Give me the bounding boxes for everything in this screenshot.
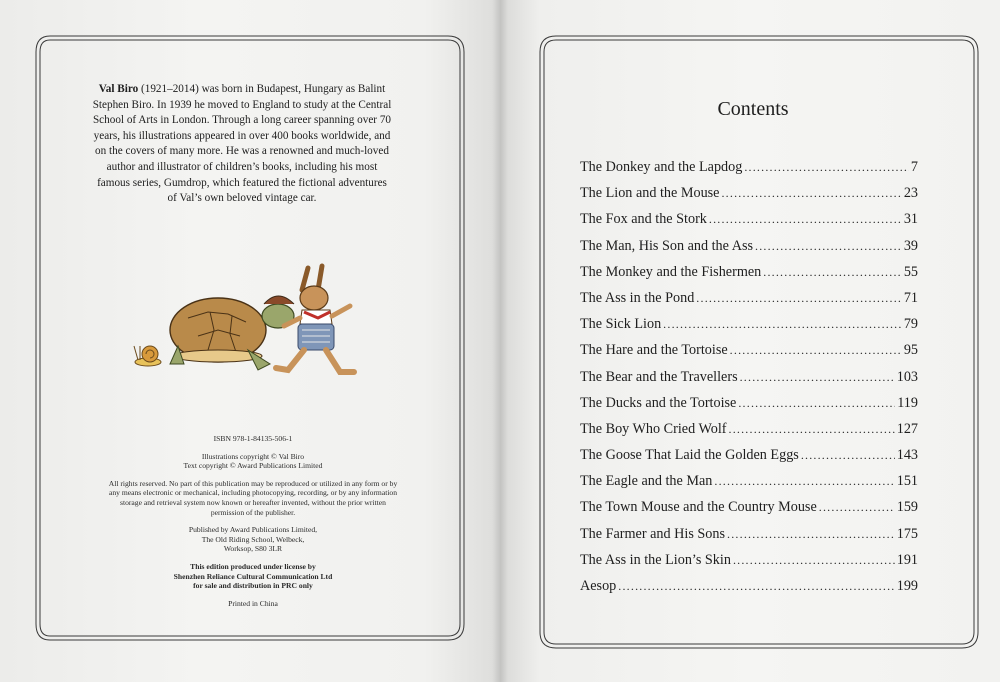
toc-entry-page: 151 <box>896 473 918 490</box>
toc-leader <box>618 579 894 594</box>
snail-icon <box>134 346 161 366</box>
rights-statement: All rights reserved. No part of this publication may be reproduced or utilized in any form or by any means electronic or mechanical, including photocopying, recording, or by any information storage and retrieval system now known or hereafter invented, without the prior written permission of the publisher. <box>108 478 398 517</box>
toc-entry[interactable] <box>580 369 918 395</box>
toc-entry[interactable] <box>580 395 918 421</box>
toc-leader <box>819 500 895 515</box>
toc-entry-page: 127 <box>896 420 918 437</box>
table-of-contents <box>580 159 918 604</box>
toc-leader <box>730 343 902 358</box>
toc-entry-page: 191 <box>896 551 918 568</box>
toc-leader <box>729 422 895 437</box>
author-bio <box>92 82 392 207</box>
license-line1: This edition produced under license by <box>190 561 316 571</box>
toc-entry[interactable] <box>580 578 918 604</box>
text-copyright: Text copyright © Award Publications Limited <box>183 461 323 471</box>
toc-entry[interactable] <box>580 473 918 499</box>
license-line3: for sale and distribution in PRC only <box>193 581 313 591</box>
toc-entry-title: The Hare and the Tortoise <box>580 342 728 359</box>
toc-entry-page: 79 <box>903 316 918 333</box>
toc-entry[interactable] <box>580 447 918 473</box>
toc-entry-title: The Sick Lion <box>580 316 662 333</box>
toc-entry[interactable] <box>580 316 918 342</box>
tortoise-hare-illustration <box>118 260 378 390</box>
toc-entry-page: 175 <box>896 525 918 542</box>
copyright-imprint <box>108 434 398 616</box>
toc-entry-page: 7 <box>910 159 918 175</box>
toc-entry[interactable] <box>580 264 918 290</box>
isbn: ISBN 978-1-84135-506-1 <box>213 434 293 443</box>
toc-entry-title: The Farmer and His Sons <box>580 525 726 542</box>
toc-entry-title: The Eagle and the Man <box>580 473 713 490</box>
toc-entry-title: The Donkey and the Lapdog <box>580 159 743 175</box>
toc-leader <box>727 527 895 542</box>
toc-entry-title: The Ducks and the Tortoise <box>580 394 737 411</box>
toc-entry[interactable] <box>580 185 918 211</box>
toc-entry-title: The Man, His Son and the Ass <box>580 237 753 254</box>
toc-entry[interactable] <box>580 238 918 264</box>
toc-leader <box>738 396 895 411</box>
toc-entry-page: 159 <box>896 499 918 516</box>
license-line2: Shenzhen Reliance Cultural Communication Ltd <box>173 571 333 581</box>
toc-entry-page: 39 <box>903 237 918 254</box>
tortoise-icon <box>170 296 294 370</box>
toc-leader <box>740 370 895 385</box>
toc-entry-title: Aesop <box>580 578 617 594</box>
toc-entry-title: The Boy Who Cried Wolf <box>580 420 727 437</box>
toc-entry[interactable] <box>580 526 918 552</box>
toc-entry[interactable] <box>580 159 918 185</box>
publisher-line3: Worksop, S80 3LR <box>223 544 283 554</box>
toc-entry[interactable] <box>580 211 918 237</box>
toc-entry-title: The Town Mouse and the Country Mouse <box>580 499 817 516</box>
publisher-line1: Published by Award Publications Limited, <box>188 525 318 535</box>
toc-leader <box>744 160 909 175</box>
toc-entry-title: The Monkey and the Fishermen <box>580 263 762 280</box>
publisher-line2: The Old Riding School, Welbeck, <box>201 534 305 544</box>
toc-entry[interactable] <box>580 290 918 316</box>
toc-entry-page: 95 <box>903 342 918 359</box>
toc-entry-page: 31 <box>903 211 918 228</box>
toc-entry-title: The Ass in the Lion’s Skin <box>580 551 731 568</box>
toc-leader <box>714 474 894 489</box>
illustrations-copyright: Illustrations copyright © Val Biro <box>201 451 305 461</box>
toc-leader <box>733 553 895 568</box>
toc-entry-page: 55 <box>903 263 918 280</box>
toc-entry-title: The Fox and the Stork <box>580 211 707 228</box>
toc-leader <box>696 291 902 306</box>
toc-entry[interactable] <box>580 342 918 368</box>
toc-leader <box>709 212 902 227</box>
toc-entry-title: The Bear and the Travellers <box>580 368 738 385</box>
toc-entry-page: 119 <box>897 394 918 411</box>
toc-leader <box>801 448 895 463</box>
toc-entry-title: The Lion and the Mouse <box>580 185 720 202</box>
toc-entry[interactable] <box>580 552 918 578</box>
toc-entry[interactable] <box>580 421 918 447</box>
toc-entry-page: 103 <box>896 368 918 385</box>
contents-title: Contents <box>717 98 789 120</box>
author-bio-text: (1921–2014) was born in Budapest, Hungary as Balint Stephen Biro. In 1939 he moved to England to study at the Central School of Arts in London. Through a long career spanning over 70 years, his illustrations appeared in over 400 books worldwide, and on the covers of many more. He was a renowned and much-loved author and illustrator of children’s books, including his most famous series, Gumdrop, which featured the fictional adventures of Val’s own beloved vintage car. <box>92 83 392 205</box>
toc-leader <box>755 239 902 254</box>
toc-leader <box>663 317 902 332</box>
toc-entry-page: 143 <box>896 447 918 464</box>
printed-in: Printed in China <box>228 598 278 608</box>
author-name: Val Biro <box>98 83 139 95</box>
toc-entry-page: 71 <box>903 289 918 306</box>
toc-entry[interactable] <box>580 499 918 525</box>
toc-entry-page: 23 <box>903 185 918 202</box>
toc-entry-title: The Ass in the Pond <box>580 289 695 306</box>
toc-entry-page: 199 <box>896 578 918 594</box>
toc-leader <box>721 186 901 201</box>
toc-entry-title: The Goose That Laid the Golden Eggs <box>580 447 799 464</box>
toc-leader <box>763 265 902 280</box>
